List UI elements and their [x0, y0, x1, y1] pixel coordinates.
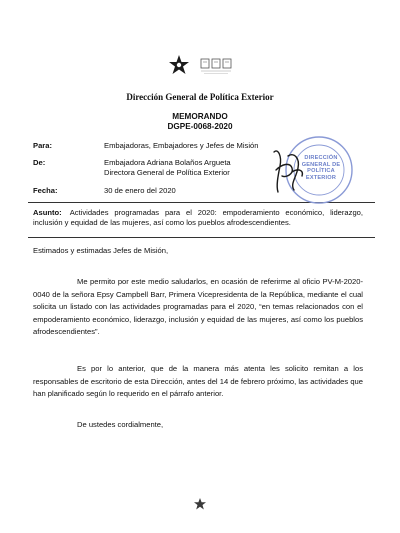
de-value-title: Directora General de Política Exterior — [104, 167, 230, 177]
memo-heading — [0, 112, 400, 132]
de-value-name: Embajadora Adriana Bolaños Argueta — [104, 158, 231, 167]
asunto-block — [33, 208, 363, 227]
ministry-small-logo-icon — [193, 497, 207, 511]
handwritten-signature-icon — [268, 146, 308, 196]
asunto-label: Asunto: — [33, 208, 62, 217]
de-value — [104, 158, 231, 177]
stamp-line-2: GENERAL DE — [301, 161, 341, 168]
memo-label: MEMORANDO — [172, 112, 228, 121]
memo-number: DGPE-0068-2020 — [167, 122, 233, 131]
national-crest-icon — [200, 57, 232, 77]
stamp-line-4: EXTERIOR — [305, 174, 337, 181]
closing: De ustedes cordialmente, — [77, 420, 164, 429]
stamp-line-3: POLÍTICA — [307, 168, 335, 175]
fecha-label: Fecha: — [33, 186, 58, 195]
paragraph-2: Es por lo anterior, que de la manera más atenta les solicito remitan a los responsables de escritorio de esta Dirección, antes del 14 de febrero próximo, las actividades que han planificado según lo requerido en el párrafo anterior. — [33, 364, 363, 399]
direction-title: Dirección General de Política Exterior — [126, 92, 274, 102]
asunto-value: Actividades programadas para el 2020: empoderamiento económico, liderazgo, inclusión y equidad de las mujeres, así como los pueblos afrodescendientes. — [33, 208, 363, 227]
para-value: Embajadoras, Embajadores y Jefes de Misión — [104, 141, 259, 150]
divider-bottom — [28, 237, 375, 238]
paragraph-1: Me permito por este medio saludarlos, en ocasión de referirme al oficio PV-M-2020-0040 de la señora Epsy Campbell Barr, Primera Vicepresidenta de la República, mediante el cual solicita un listado con las actividades programadas para el 2020, “en temas relacionados con el empoderamiento económico, liderazgo, inclusión y equidad de las mujeres, así como los pueblos afrodescendientes”. — [33, 277, 363, 337]
de-label: De: — [33, 158, 46, 167]
stamp-line-1: DIRECCIÓN — [304, 155, 338, 161]
para-label: Para: — [33, 141, 52, 150]
salutation: Estimados y estimadas Jefes de Misión, — [33, 246, 169, 255]
ministry-star-logo-icon — [168, 54, 190, 76]
fecha-value: 30 de enero del 2020 — [104, 186, 176, 195]
